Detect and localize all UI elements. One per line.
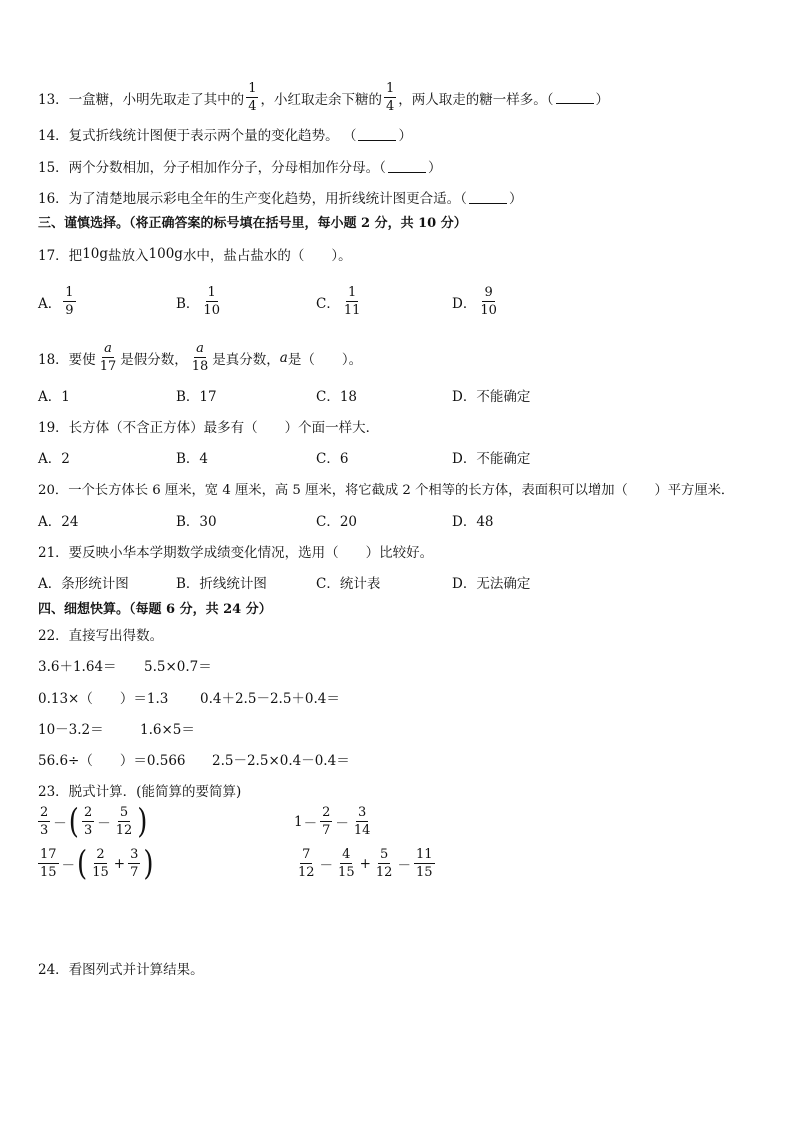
question-text: 是真分数， — [212, 351, 280, 368]
denominator: 4 — [385, 99, 395, 114]
option-a[interactable] — [38, 286, 78, 317]
question-text: ，小红取走余下糖的 — [260, 91, 382, 108]
fraction — [128, 848, 140, 879]
question-text: ，两人取走的糖一样多。（ — [398, 91, 554, 108]
denominator: 15 — [338, 865, 355, 880]
fraction — [114, 806, 135, 837]
numerator: a — [104, 341, 112, 356]
option-c[interactable]: C．6 — [316, 451, 349, 467]
question-17 — [38, 244, 352, 264]
option-d[interactable]: D．不能确定 — [452, 451, 531, 467]
question-20: 20．一个长方体长 6 厘米，宽 4 厘米，高 5 厘米，将它截成 2 个相等的长方体，表面积可以增加（ ）平方厘米． — [38, 483, 735, 498]
question-22-title: 22．直接写出得数。 — [38, 628, 164, 644]
calc-item: 10－3.2＝ — [38, 722, 104, 738]
question-23-title: 23．脱式计算．(能简算的要简算) — [38, 784, 242, 800]
option-d[interactable]: D．48 — [452, 514, 494, 530]
quantity: 10g — [82, 246, 109, 262]
expression-3 — [36, 844, 155, 883]
minus-sign: － — [335, 815, 349, 832]
option-b[interactable]: B．17 — [176, 389, 217, 405]
denominator: 10 — [480, 303, 497, 318]
denominator: 7 — [322, 823, 331, 838]
numerator: 1 — [207, 285, 216, 300]
denominator: 15 — [40, 865, 57, 880]
plus-sign: + — [359, 855, 371, 872]
option-c[interactable] — [316, 286, 364, 317]
denominator: 14 — [353, 823, 371, 838]
question-text: 水中，盐占盐水的（ ）。 — [182, 248, 352, 264]
question-text: 是假分数， — [120, 351, 188, 368]
fraction-quarter — [246, 82, 258, 113]
answer-blank[interactable] — [358, 128, 396, 141]
numerator: 2 — [96, 847, 105, 862]
numerator: 2 — [40, 805, 49, 820]
minus-sign: － — [319, 857, 334, 874]
denominator: 17 — [99, 359, 117, 374]
expression-1 — [36, 802, 148, 841]
calc-item: 2.5－2.5×0.4－0.4＝ — [212, 753, 350, 769]
option-fraction — [63, 286, 75, 317]
minus-sign: － — [97, 815, 111, 832]
denominator: 4 — [248, 99, 257, 114]
numerator: 5 — [380, 847, 389, 862]
fraction-a-over-18 — [190, 342, 211, 373]
option-d[interactable] — [452, 286, 501, 317]
fraction — [414, 848, 435, 879]
question-text: 15．两个分数相加，分子相加作分子，分母相加作分母。（ — [38, 160, 386, 176]
right-paren: ) — [137, 802, 148, 841]
option-c[interactable]: C．18 — [316, 389, 358, 405]
numerator: 3 — [130, 847, 139, 862]
plus-sign: + — [113, 855, 126, 872]
option-label: A． — [38, 295, 62, 312]
denominator: 12 — [375, 865, 393, 880]
fraction — [38, 848, 59, 879]
fraction — [336, 848, 357, 879]
question-number: 13． — [38, 91, 69, 108]
denominator: 3 — [40, 823, 49, 838]
denominator: 11 — [343, 303, 361, 318]
closing-paren: ） — [427, 160, 442, 176]
minus-sign: － — [397, 857, 411, 874]
option-b[interactable]: B．30 — [176, 514, 217, 530]
minus-sign: － — [303, 815, 318, 832]
option-d[interactable]: D．不能确定 — [452, 389, 531, 405]
calc-item: 3.6＋1.64＝ — [38, 659, 117, 675]
denominator: 18 — [191, 359, 209, 374]
quantity: 100g — [148, 246, 183, 262]
fraction-quarter — [384, 82, 396, 113]
question-text: 14．复式折线统计图便于表示两个量的变化趋势。 （ — [38, 128, 357, 144]
option-a[interactable]: A．24 — [38, 514, 79, 530]
calc-item: 1.6×5＝ — [140, 722, 195, 738]
option-b[interactable]: B．折线统计图 — [176, 576, 267, 592]
option-label: D． — [452, 295, 477, 312]
option-d[interactable]: D．无法确定 — [452, 576, 531, 592]
calc-item: 0.13×（ ）＝1.3 — [38, 691, 169, 707]
fraction — [296, 848, 317, 879]
answer-blank[interactable] — [556, 91, 594, 104]
numerator: 2 — [322, 805, 331, 820]
numerator: 4 — [342, 847, 351, 862]
section-heading-3: 三、谨慎选择。（将正确答案的标号填在括号里，每小题 2 分，共 10 分） — [38, 216, 467, 231]
option-fraction — [201, 286, 222, 317]
denominator: 12 — [115, 823, 133, 838]
option-a[interactable]: A．2 — [38, 451, 70, 467]
denominator: 9 — [65, 303, 74, 318]
option-c[interactable]: C．20 — [316, 514, 358, 530]
fraction — [38, 806, 50, 837]
fraction-a-over-17 — [98, 342, 119, 373]
calc-item: 5.5×0.7＝ — [144, 659, 212, 675]
question-15 — [38, 156, 441, 176]
option-fraction — [478, 286, 499, 317]
denominator: 3 — [83, 823, 93, 838]
question-text: 是（ ）。 — [287, 351, 363, 368]
option-a[interactable]: A．1 — [38, 389, 70, 405]
left-paren: ( — [77, 844, 88, 883]
fraction — [374, 848, 395, 879]
numerator: 1 — [385, 81, 395, 96]
right-paren: ) — [143, 844, 154, 883]
denominator: 10 — [203, 303, 220, 318]
question-text: 17．把 — [38, 248, 83, 264]
variable: a — [279, 349, 288, 366]
denominator: 12 — [298, 865, 315, 880]
question-text: 16．为了清楚地展示彩电全年的生产变化趋势，用折线统计图更合适。（ — [38, 191, 467, 207]
option-a[interactable]: A．条形统计图 — [38, 576, 129, 592]
answer-blank[interactable] — [388, 160, 426, 173]
numerator: 3 — [358, 805, 367, 820]
fraction — [320, 806, 332, 837]
left-paren: ( — [68, 802, 79, 841]
numerator: 11 — [415, 847, 433, 862]
question-18 — [38, 342, 362, 373]
expression-4 — [294, 848, 437, 879]
numerator: 7 — [302, 847, 311, 862]
question-14 — [38, 124, 412, 144]
calc-item: 56.6÷（ ）＝0.566 — [38, 753, 186, 769]
expression-2 — [294, 806, 374, 837]
minus-sign: － — [53, 815, 67, 832]
numerator: 9 — [484, 285, 493, 300]
minus-sign: － — [61, 857, 76, 874]
denominator: 15 — [415, 865, 433, 880]
question-13 — [38, 82, 609, 113]
denominator: 15 — [92, 865, 109, 880]
fraction — [82, 806, 94, 837]
option-fraction — [342, 286, 363, 317]
question-21: 21．要反映小华本学期数学成绩变化情况，选用（ ）比较好。 — [38, 545, 434, 561]
option-label: B． — [176, 295, 200, 312]
question-text: 一盒糖，小明先取走了其中的 — [68, 91, 245, 108]
denominator: 7 — [130, 865, 139, 880]
option-label: C． — [316, 295, 340, 312]
option-c[interactable]: C．统计表 — [316, 576, 381, 592]
section-heading-4: 四、细想快算。（每题 6 分，共 24 分） — [38, 602, 272, 617]
answer-blank[interactable] — [469, 191, 507, 204]
closing-paren: ） — [508, 191, 523, 207]
question-24-title: 24．看图列式并计算结果。 — [38, 962, 204, 978]
numerator: 17 — [40, 847, 57, 862]
calc-item: 0.4＋2.5－2.5＋0.4＝ — [200, 691, 340, 707]
question-text: 18．要使 — [38, 351, 96, 368]
question-19: 19．长方体（不含正方体）最多有（ ）个面一样大． — [38, 420, 380, 436]
numerator: 5 — [119, 805, 129, 820]
fraction — [90, 848, 111, 879]
numerator: 1 — [248, 81, 257, 96]
numerator: 1 — [65, 285, 74, 300]
closing-paren: ） — [398, 128, 412, 144]
numerator: a — [196, 341, 204, 356]
question-text: 盐放入 — [108, 248, 149, 264]
whole-number: 1 — [294, 813, 303, 830]
closing-paren: ） — [595, 91, 609, 108]
option-b[interactable] — [176, 286, 224, 317]
question-16 — [38, 187, 522, 207]
numerator: 1 — [347, 285, 357, 300]
fraction — [352, 806, 373, 837]
option-b[interactable]: B．4 — [176, 451, 209, 467]
numerator: 2 — [83, 805, 93, 820]
